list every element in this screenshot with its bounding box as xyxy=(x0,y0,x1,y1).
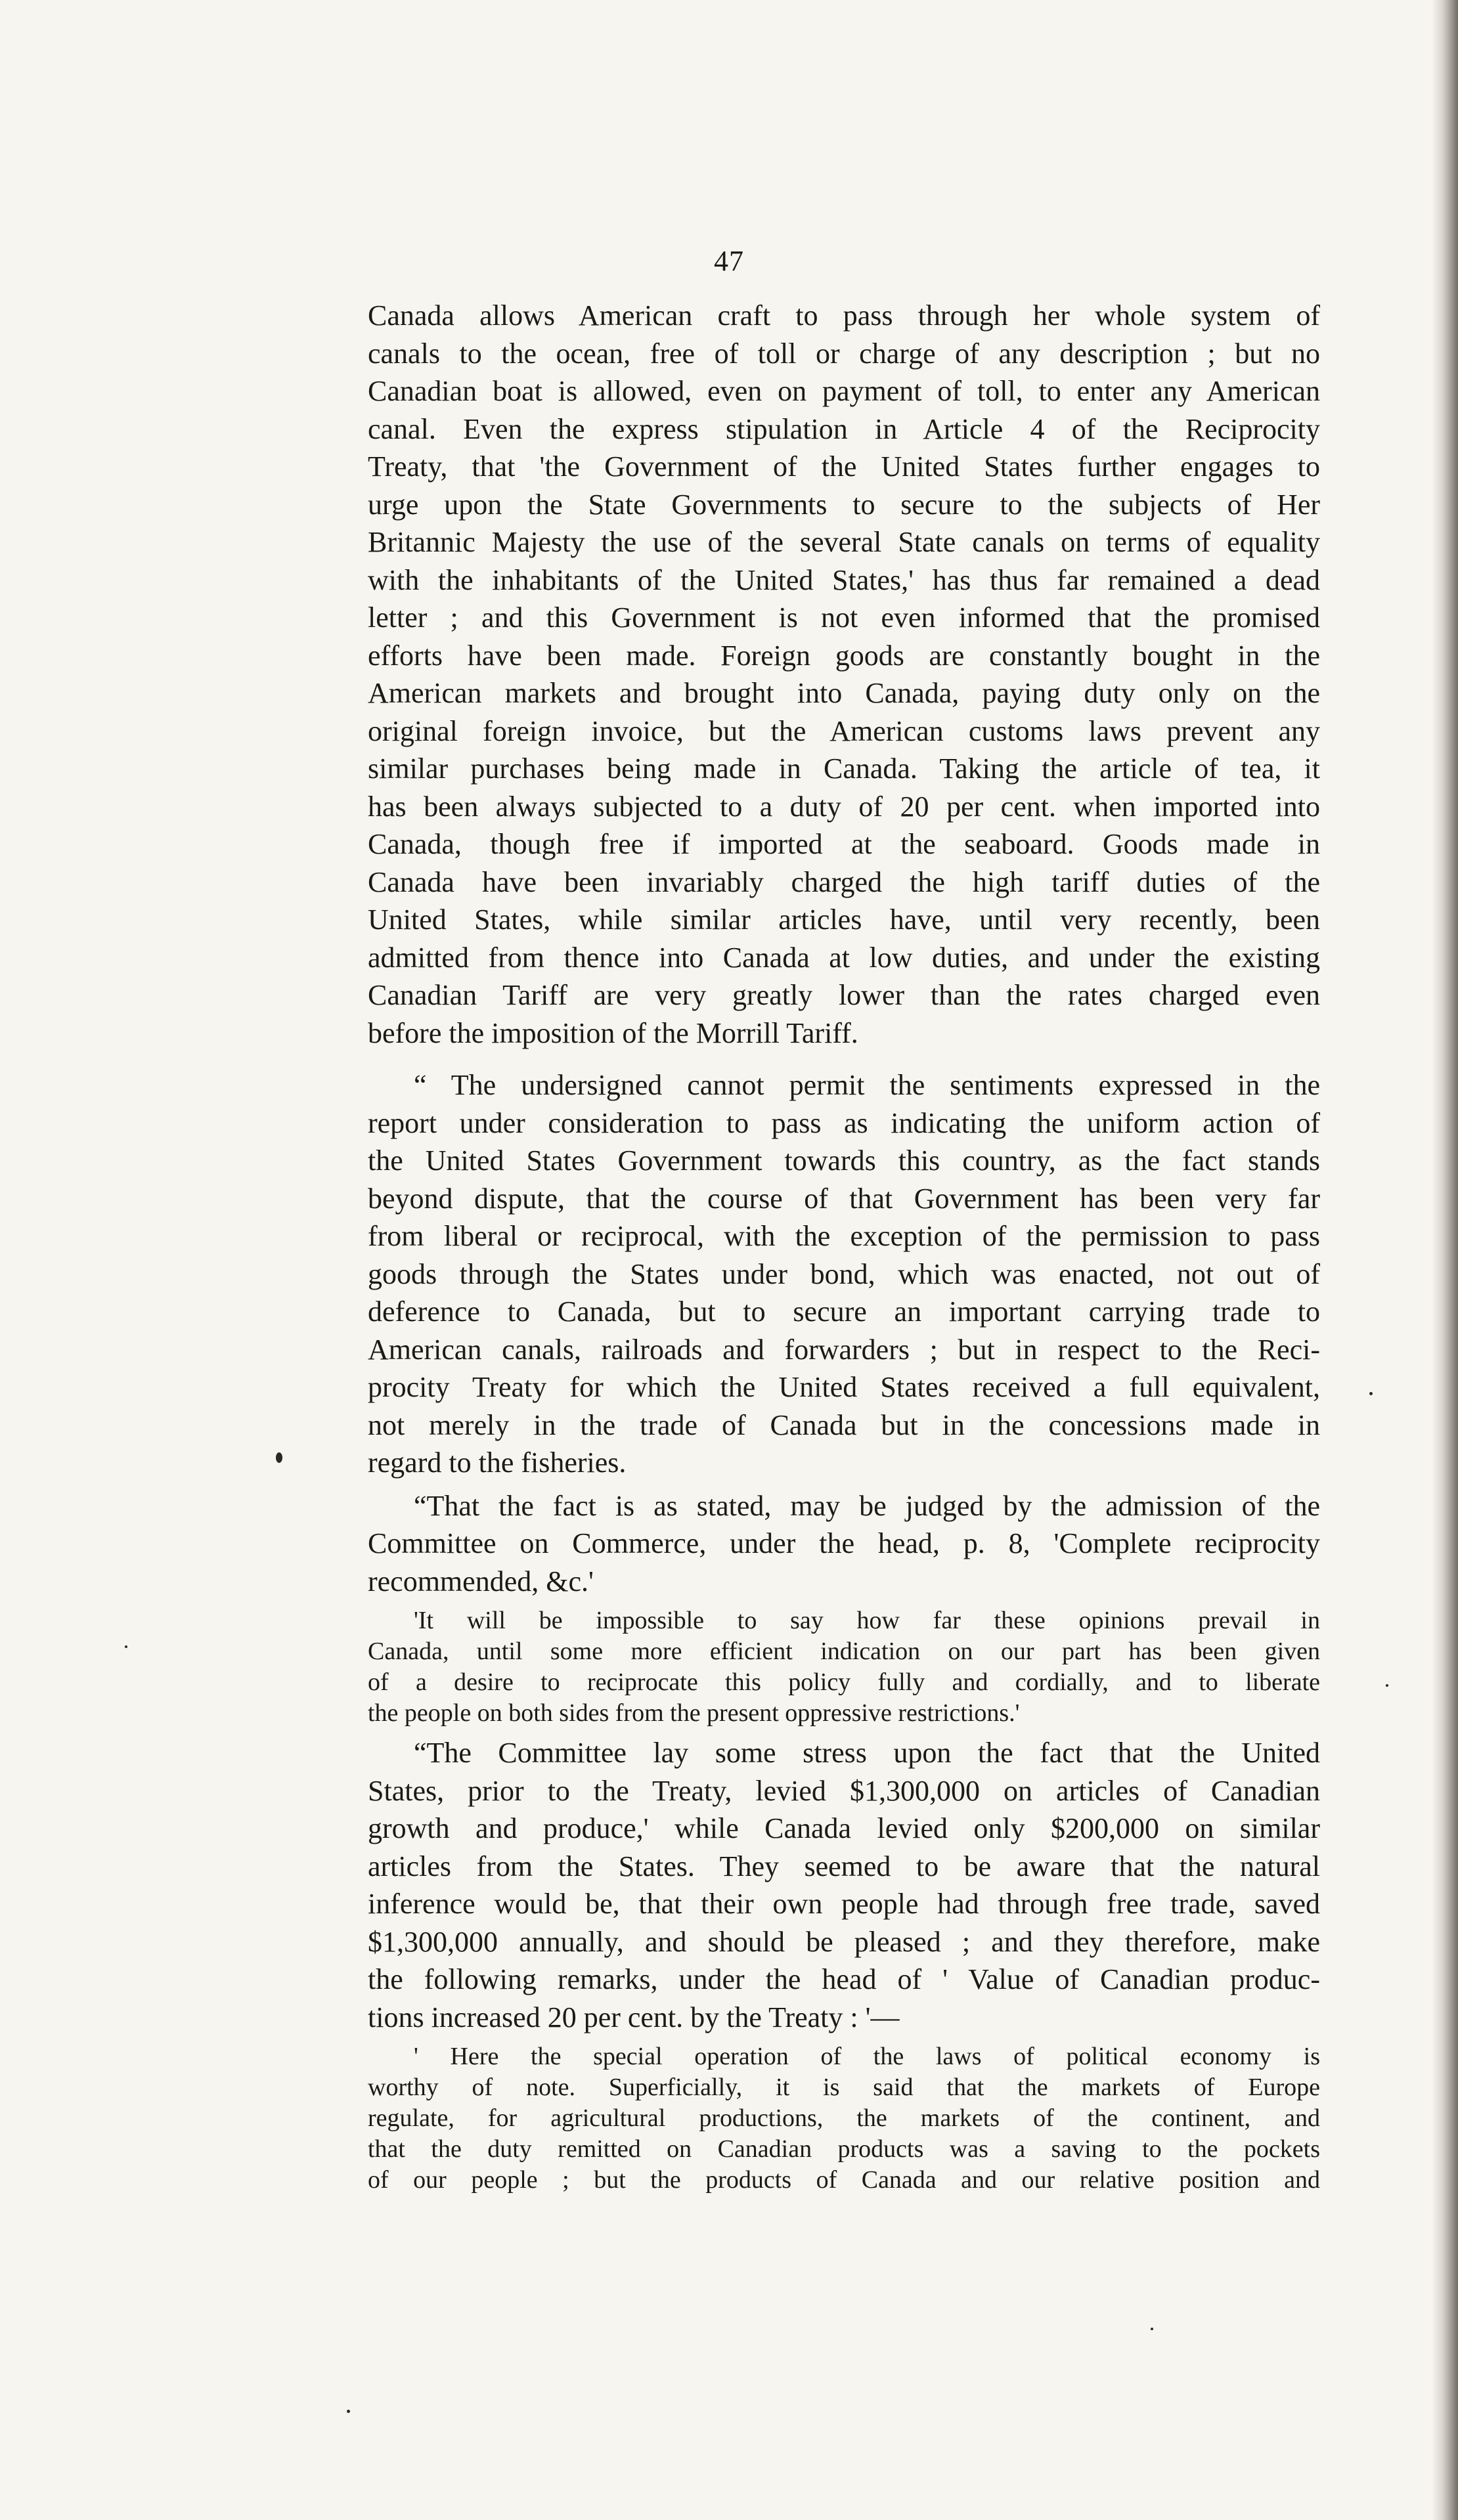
scan-speck xyxy=(1369,1392,1373,1395)
page-edge-shadow xyxy=(1432,0,1458,2520)
text-line: Britannic Majesty the use of the several State canals on terms of equality xyxy=(368,526,1320,558)
text-line: Treaty, that 'the Government of the United States further engages to xyxy=(368,450,1320,483)
paragraph-gap xyxy=(368,1052,1320,1066)
quote-line: ' Here the special operation of the laws of political economy is xyxy=(414,2043,1320,2070)
quote-line: that the duty remitted on Canadian products was a saving to the pockets xyxy=(368,2135,1320,2163)
paragraph xyxy=(368,1734,1320,2036)
text-line: original foreign invoice, but the American customs laws prevent any xyxy=(368,714,1320,747)
quote-line: regulate, for agricultural productions, the markets of the continent, and xyxy=(368,2104,1320,2132)
text-line: Committee on Commerce, under the head, p. 8, 'Complete reciprocity xyxy=(368,1527,1320,1559)
quote-line: of a desire to reciprocate this policy fully and cordially, and to liberate xyxy=(368,1668,1320,1696)
scan-speck xyxy=(125,1645,127,1648)
text-line: procity Treaty for which the United States received a full equivalent, xyxy=(368,1371,1320,1403)
text-line: inference would be, that their own people had through free trade, saved xyxy=(368,1888,1320,1920)
body-text xyxy=(368,297,1320,2196)
text-line: canal. Even the express stipulation in Article 4 of the Reciprocity xyxy=(368,412,1320,445)
text-line: Canada have been invariably charged the high tariff duties of the xyxy=(368,865,1320,898)
quote-line: worthy of note. Superficially, it is said that the markets of Europe xyxy=(368,2074,1320,2101)
text-line: “ The undersigned cannot permit the sentiments expressed in the xyxy=(414,1069,1320,1101)
text-line: letter ; and this Government is not even informed that the promised xyxy=(368,601,1320,634)
text-line: States, prior to the Treaty, levied $1,300,000 on articles of Canadian xyxy=(368,1774,1320,1807)
quote-line: the people on both sides from the present oppressive restrictions.' xyxy=(368,1699,1020,1727)
paragraph-gap xyxy=(368,2036,1320,2041)
text-line: goods through the States under bond, which was enacted, not out of xyxy=(368,1257,1320,1290)
paragraph xyxy=(368,297,1320,1052)
paragraph-gap xyxy=(368,1482,1320,1487)
text-line: Canada, though free if imported at the seaboard. Goods made in xyxy=(368,828,1320,860)
text-line: beyond dispute, that the course of that Government has been very far xyxy=(368,1182,1320,1215)
text-line: $1,300,000 annually, and should be pleased ; and they therefore, make xyxy=(368,1925,1320,1958)
quote-line: Canada, until some more efficient indication on our part has been given xyxy=(368,1638,1320,1665)
text-line: United States, while similar articles have, until very recently, been xyxy=(368,903,1320,936)
text-line: before the imposition of the Morrill Tariff. xyxy=(368,1016,858,1049)
text-line: deference to Canada, but to secure an important carrying trade to xyxy=(368,1295,1320,1328)
text-line: American markets and brought into Canada, paying duty only on the xyxy=(368,677,1320,709)
text-line: tions increased 20 per cent. by the Treaty : '— xyxy=(368,2001,900,2033)
text-line: the United States Government towards this country, as the fact stands xyxy=(368,1144,1320,1177)
scan-speck xyxy=(347,2410,350,2413)
block-quote xyxy=(368,2041,1320,2196)
paragraph xyxy=(368,1487,1320,1601)
text-line: has been always subjected to a duty of 20 per cent. when imported into xyxy=(368,790,1320,823)
text-line: urge upon the State Governments to secure to the subjects of Her xyxy=(368,488,1320,521)
text-line: American canals, railroads and forwarders ; but in respect to the Reci- xyxy=(368,1333,1320,1366)
text-line: “The Committee lay some stress upon the fact that the United xyxy=(414,1737,1320,1769)
quote-line: of our people ; but the products of Canada and our relative position and xyxy=(368,2166,1320,2194)
paragraph-gap xyxy=(368,1729,1320,1734)
scan-speck xyxy=(276,1452,282,1463)
text-line: the following remarks, under the head of ' Value of Canadian produc- xyxy=(368,1963,1320,1995)
text-line: Canada allows American craft to pass through her whole system of xyxy=(368,299,1320,332)
text-line: regard to the fisheries. xyxy=(368,1446,627,1479)
paragraph-gap xyxy=(368,1600,1320,1605)
page-number: 47 xyxy=(714,245,744,277)
text-line: Canadian boat is allowed, even on payment of toll, to enter any American xyxy=(368,375,1320,407)
quote-line: 'It will be impossible to say how far these opinions prevail in xyxy=(414,1607,1320,1634)
text-line: Canadian Tariff are very greatly lower than the rates charged even xyxy=(368,979,1320,1011)
text-line: with the inhabitants of the United States,' has thus far remained a dead xyxy=(368,563,1320,596)
text-line: articles from the States. They seemed to be aware that the natural xyxy=(368,1850,1320,1882)
text-line: from liberal or reciprocal, with the exception of the permission to pass xyxy=(368,1220,1320,1252)
text-line: canals to the ocean, free of toll or charge of any description ; but no xyxy=(368,337,1320,370)
text-line: “That the fact is as stated, may be judged by the admission of the xyxy=(414,1489,1320,1522)
block-quote xyxy=(368,1605,1320,1729)
text-line: report under consideration to pass as indicating the uniform action of xyxy=(368,1106,1320,1139)
text-line: efforts have been made. Foreign goods are constantly bought in the xyxy=(368,639,1320,672)
text-line: not merely in the trade of Canada but in the concessions made in xyxy=(368,1408,1320,1441)
text-line: admitted from thence into Canada at low duties, and under the existing xyxy=(368,941,1320,974)
text-line: similar purchases being made in Canada. Taking the article of tea, it xyxy=(368,752,1320,785)
scan-speck xyxy=(1386,1684,1388,1687)
paragraph xyxy=(368,1066,1320,1482)
text-line: recommended, &c.' xyxy=(368,1565,594,1597)
scan-speck xyxy=(1151,2328,1153,2330)
text-line: growth and produce,' while Canada levied only $200,000 on similar xyxy=(368,1812,1320,1844)
